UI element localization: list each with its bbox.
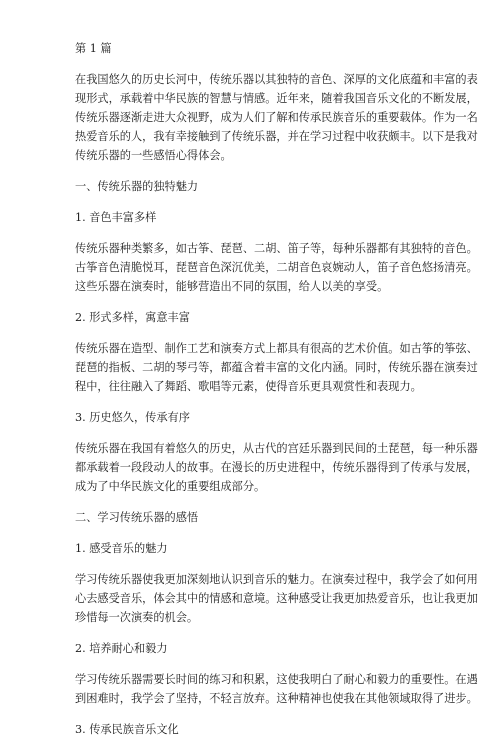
paragraph-line: 学习传统乐器需要长时间的练习和积累，这使我明白了耐心和毅力的重要性。在遇 [75,673,478,686]
paragraph-line: 琵琶的指板、二胡的琴弓等，都蕴含着丰富的文化内涵。同时，传统乐器在演奏过 [75,361,478,374]
paragraph-line: 传统乐器在造型、制作工艺和演奏方式上都具有很高的艺术价值。如古筝的筝弦、 [75,342,478,355]
paragraph-line: 这些乐器在演奏时，能够营造出不同的氛围，给人以美的享受。 [75,280,389,293]
spacer [75,558,432,570]
paragraph-line: 都承载着一段段动人的故事。在漫长的历史进程中，传统乐器得到了传承与发展， [75,461,478,474]
paragraph-line: 心去感受音乐，体会其中的情感和意境。这种感受让我更加热爱音乐，也让我更加 [75,592,478,605]
spacer [75,165,432,177]
spacer [75,327,432,339]
paragraph [75,239,478,296]
paragraph-line: 传统乐器逐渐走进大众视野，成为人们了解和传承民族音乐的重要载体。作为一名 [75,111,478,124]
subsection-title: 1. 感受音乐的魅力 [75,542,168,555]
paragraph [75,439,478,496]
paragraph-line: 古筝音色清脆悦耳，琵琶音色深沉优美，二胡音色哀婉动人，笛子音色悠扬清亮。 [75,261,478,274]
paragraph-line: 在我国悠久的历史长河中，传统乐器以其独特的音色、深厚的文化底蕴和丰富的表 [75,73,478,86]
paragraph-line: 热爱音乐的人，我有幸接触到了传统乐器，并在学习过程中收获颇丰。以下是我对 [75,130,478,143]
subsection-title: 3. 传承民族音乐文化 [75,723,179,736]
intro-paragraph [75,70,478,165]
subsection-title: 1. 音色丰富多样 [75,211,157,224]
paragraph [75,670,478,708]
spacer [75,496,432,508]
spacer [75,527,432,539]
spacer [75,227,432,239]
spacer [75,658,432,670]
spacer [75,196,432,208]
spacer [75,427,432,439]
paragraph-line: 学习传统乐器使我更加深刻地认识到音乐的魅力。在演奏过程中，我学会了如何用 [75,573,478,586]
paragraph-line: 传统乐器种类繁多，如古筝、琵琶、二胡、笛子等，每种乐器都有其独特的音色。 [75,242,478,255]
spacer [75,396,432,408]
spacer [75,58,432,70]
paragraph-line: 到困难时，我学会了坚持，不轻言放弃。这种精神也使我在其他领域取得了进步。 [75,692,478,705]
page-label: 第 1 篇 [75,42,112,55]
spacer [75,627,432,639]
paragraph-line: 珍惜每一次演奏的机会。 [75,611,199,624]
paragraph-line: 现形式，承载着中华民族的智慧与情感。近年来，随着我国音乐文化的不断发展， [75,92,478,105]
subsection-title: 2. 形式多样，寓意丰富 [75,311,190,324]
section-title: 一、传统乐器的独特魅力 [75,180,199,193]
subsection-title: 3. 历史悠久，传承有序 [75,411,190,424]
spacer [75,708,432,720]
spacer [75,296,432,308]
paragraph-line: 传统乐器的一些感悟心得体会。 [75,149,232,162]
subsection-title: 2. 培养耐心和毅力 [75,642,168,655]
paragraph-line: 成为了中华民族文化的重要组成部分。 [75,480,266,493]
paragraph-line: 程中，往往融入了舞蹈、歌唱等元素，使得音乐更具观赏性和表现力。 [75,380,422,393]
paragraph-line: 传统乐器在我国有着悠久的历史，从古代的宫廷乐器到民间的土琵琶，每一种乐器 [75,442,478,455]
paragraph [75,570,478,627]
paragraph [75,339,478,396]
section-title: 二、学习传统乐器的感悟 [75,511,199,524]
